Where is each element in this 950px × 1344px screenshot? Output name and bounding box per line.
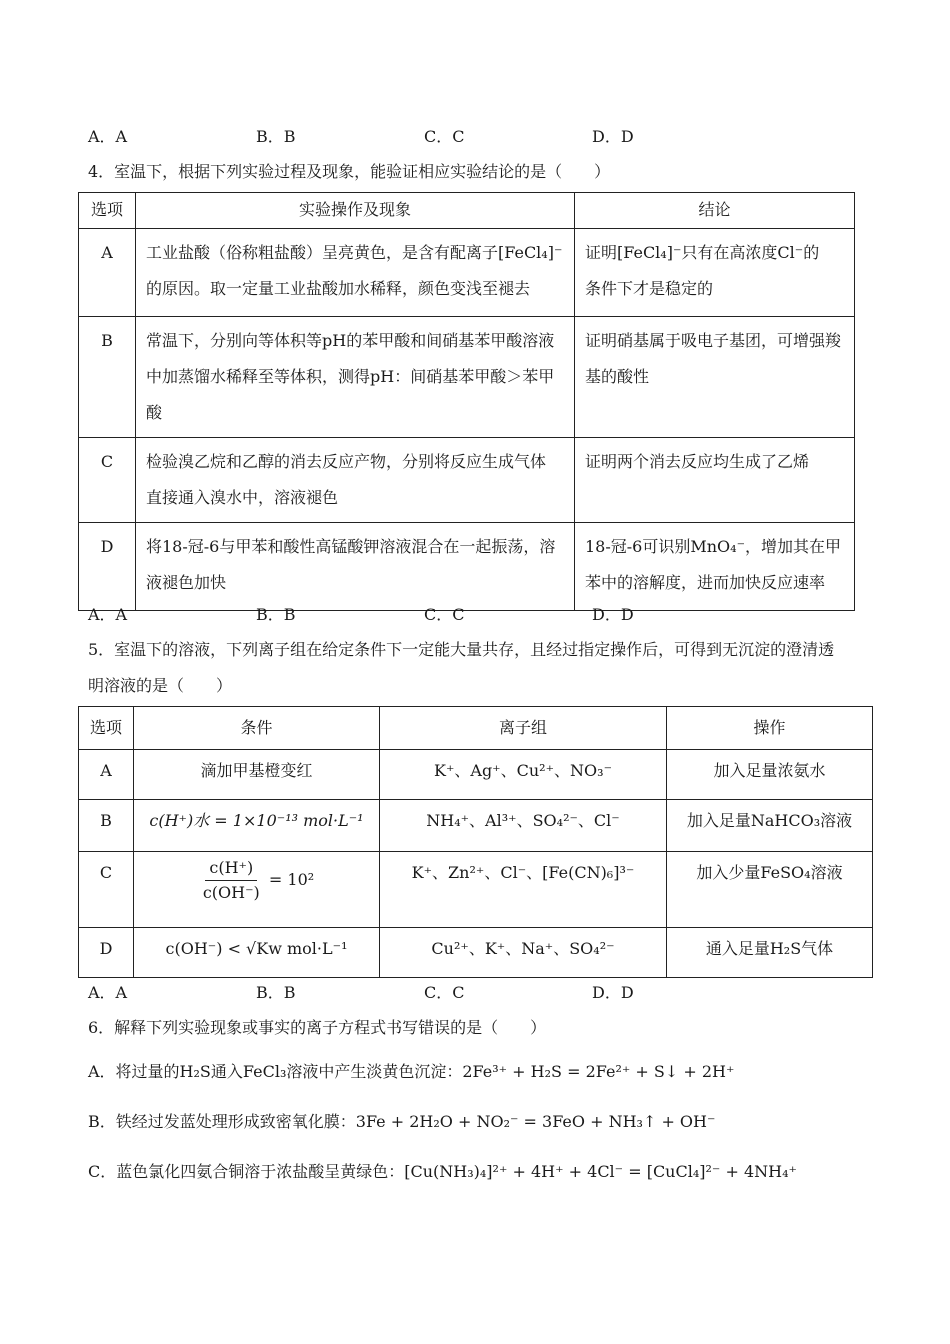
option-b: B．B bbox=[256, 127, 296, 146]
row-condition: c(H⁺)水 = 1×10⁻¹³ mol·L⁻¹ bbox=[134, 800, 380, 852]
row-conclusion: 证明两个消去反应均生成了乙烯 bbox=[575, 438, 855, 523]
row-operation: 常温下，分别向等体积等pH的苯甲酸和间硝基苯甲酸溶液 中加蒸馏水稀释至等体积，测得pH：间硝基苯甲酸＞苯甲 酸 bbox=[136, 317, 575, 438]
q4-table bbox=[78, 192, 855, 611]
row-conclusion: 证明[FeCl₄]⁻只有在高浓度Cl⁻的 条件下才是稳定的 bbox=[575, 229, 855, 317]
q4-header-operation: 实验操作及现象 bbox=[136, 193, 575, 229]
table-row bbox=[79, 317, 855, 438]
option-a: A．A bbox=[88, 983, 128, 1002]
q6-option-c: C．蓝色氯化四氨合铜溶于浓盐酸呈黄绿色：[Cu(NH₃)₄]²⁺ + 4H⁺ + 4Cl⁻ = [CuCl₄]²⁻ + 4NH₄⁺ bbox=[88, 1162, 797, 1181]
table-row bbox=[79, 800, 873, 852]
q4-options bbox=[88, 602, 760, 625]
row-operation: 加入少量FeSO₄溶液 bbox=[667, 852, 873, 928]
row-option: B bbox=[79, 800, 134, 852]
option-d: D．D bbox=[592, 127, 634, 146]
row-ions: K⁺、Ag⁺、Cu²⁺、NO₃⁻ bbox=[380, 750, 667, 800]
q6-option-a: A．将过量的H₂S通入FeCl₃溶液中产生淡黄色沉淀：2Fe³⁺ + H₂S = 2Fe²⁺ + S↓ + 2H⁺ bbox=[88, 1062, 735, 1081]
option-b: B．B bbox=[256, 605, 296, 624]
row-option: C bbox=[79, 438, 136, 523]
table-row bbox=[79, 750, 873, 800]
q4-stem: 4．室温下，根据下列实验过程及现象，能验证相应实验结论的是（ ） bbox=[88, 162, 611, 181]
table-row bbox=[79, 852, 873, 928]
row-option: A bbox=[79, 229, 136, 317]
fraction: $\frac{c(H^+)}{c(OH^-)}$ bbox=[202, 858, 260, 902]
option-b: B．B bbox=[256, 983, 296, 1002]
row-ions: Cu²⁺、K⁺、Na⁺、SO₄²⁻ bbox=[380, 928, 667, 978]
option-c: C．C bbox=[424, 127, 465, 146]
row-operation: 加入足量浓氨水 bbox=[667, 750, 873, 800]
row-condition: c(OH⁻) < √Kw mol·L⁻¹ bbox=[134, 928, 380, 978]
option-d: D．D bbox=[592, 983, 634, 1002]
q6-option-b: B．铁经过发蓝处理形成致密氧化膜：3Fe + 2H₂O + NO₂⁻ = 3FeO + NH₃↑ + OH⁻ bbox=[88, 1112, 716, 1131]
row-option: D bbox=[79, 523, 136, 611]
row-conclusion: 证明硝基属于吸电子基团，可增强羧 基的酸性 bbox=[575, 317, 855, 438]
option-a: A．A bbox=[88, 605, 128, 624]
row-condition: 滴加甲基橙变红 bbox=[134, 750, 380, 800]
q4-header-option: 选项 bbox=[79, 193, 136, 229]
q5-options bbox=[88, 980, 760, 1003]
option-c: C．C bbox=[424, 605, 465, 624]
q5-header-operation: 操作 bbox=[667, 707, 873, 750]
option-c: C．C bbox=[424, 983, 465, 1002]
row-condition: $\frac{c(H^+)}{c(OH^-)}$ = 10² bbox=[134, 852, 380, 928]
table-row bbox=[79, 229, 855, 317]
row-operation: 检验溴乙烷和乙醇的消去反应产物，分别将反应生成气体 直接通入溴水中，溶液褪色 bbox=[136, 438, 575, 523]
row-operation: 工业盐酸（俗称粗盐酸）呈亮黄色，是含有配离子[FeCl₄]⁻ 的原因。取一定量工业盐酸加水稀释，颜色变浅至褪去 bbox=[136, 229, 575, 317]
row-operation: 将18-冠-6与甲苯和酸性高锰酸钾溶液混合在一起振荡，溶 液褪色加快 bbox=[136, 523, 575, 611]
q5-stem-line2: 明溶液的是（ ） bbox=[88, 676, 233, 695]
row-ions: NH₄⁺、Al³⁺、SO₄²⁻、Cl⁻ bbox=[380, 800, 667, 852]
q4-header-conclusion: 结论 bbox=[575, 193, 855, 229]
option-a: A．A bbox=[88, 127, 128, 146]
q5-stem-line1: 5．室温下的溶液，下列离子组在给定条件下一定能大量共存，且经过指定操作后，可得到无沉淀的澄清透 bbox=[88, 640, 835, 659]
row-operation: 加入足量NaHCO₃溶液 bbox=[667, 800, 873, 852]
q5-header-condition: 条件 bbox=[134, 707, 380, 750]
q5-header-option: 选项 bbox=[79, 707, 134, 750]
row-option: C bbox=[79, 852, 134, 928]
row-conclusion: 18-冠-6可识别MnO₄⁻，增加其在甲 苯中的溶解度，进而加快反应速率 bbox=[575, 523, 855, 611]
row-option: A bbox=[79, 750, 134, 800]
q5-table bbox=[78, 706, 873, 978]
q5-header-ions: 离子组 bbox=[380, 707, 667, 750]
row-option: D bbox=[79, 928, 134, 978]
row-option: B bbox=[79, 317, 136, 438]
table-row bbox=[79, 928, 873, 978]
row-ions: K⁺、Zn²⁺、Cl⁻、[Fe(CN)₆]³⁻ bbox=[380, 852, 667, 928]
table-row bbox=[79, 523, 855, 611]
q3-options bbox=[88, 124, 760, 147]
table-row bbox=[79, 438, 855, 523]
option-d: D．D bbox=[592, 605, 634, 624]
row-operation: 通入足量H₂S气体 bbox=[667, 928, 873, 978]
q6-stem: 6．解释下列实验现象或事实的离子方程式书写错误的是（ ） bbox=[88, 1018, 547, 1037]
